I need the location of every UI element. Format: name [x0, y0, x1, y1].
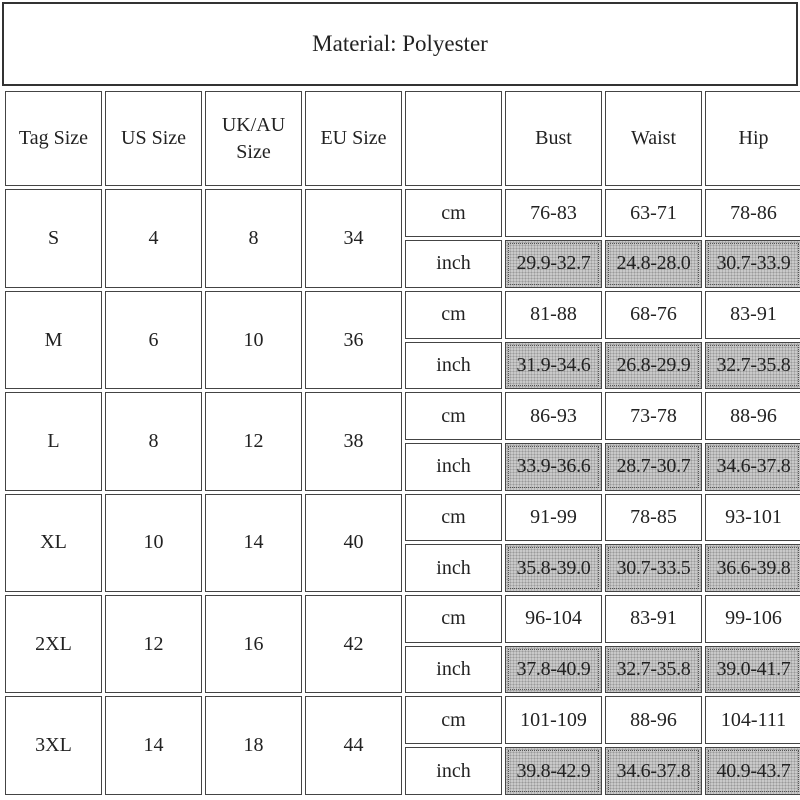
- size-row-cm: [5, 595, 800, 643]
- unit-inch-cell: inch: [405, 646, 502, 694]
- waist-inch-cell: 28.7-30.7: [605, 443, 702, 491]
- waist-inch-cell: 26.8-29.9: [605, 342, 702, 390]
- header-row: [5, 91, 800, 186]
- uk-au-size-cell: 10: [205, 291, 302, 389]
- bust-cm-cell: 96-104: [505, 595, 602, 643]
- us-size-cell: 6: [105, 291, 202, 389]
- us-size-cell: 14: [105, 696, 202, 795]
- unit-cm-cell: cm: [405, 291, 502, 339]
- eu-size-cell: 42: [305, 595, 402, 693]
- size-row-cm: [5, 392, 800, 440]
- bust-cm-cell: 86-93: [505, 392, 602, 440]
- hip-cm-cell: 78-86: [705, 189, 800, 237]
- unit-cm-cell: cm: [405, 494, 502, 542]
- eu-size-cell: 44: [305, 696, 402, 795]
- tag-size-cell: 3XL: [5, 696, 102, 795]
- size-row-cm: [5, 494, 800, 542]
- hip-cm-cell: 99-106: [705, 595, 800, 643]
- waist-cm-cell: 78-85: [605, 494, 702, 542]
- uk-au-size-cell: 8: [205, 189, 302, 287]
- header-tag-size: Tag Size: [5, 91, 102, 186]
- eu-size-cell: 38: [305, 392, 402, 490]
- waist-inch-cell: 32.7-35.8: [605, 646, 702, 694]
- header-us-size: US Size: [105, 91, 202, 186]
- bust-cm-cell: 81-88: [505, 291, 602, 339]
- hip-inch-cell: 40.9-43.7: [705, 747, 800, 795]
- header-hip: Hip: [705, 91, 800, 186]
- bust-inch-cell: 33.9-36.6: [505, 443, 602, 491]
- bust-inch-cell: 39.8-42.9: [505, 747, 602, 795]
- unit-inch-cell: inch: [405, 747, 502, 795]
- size-row-cm: [5, 696, 800, 744]
- unit-cm-cell: cm: [405, 189, 502, 237]
- us-size-cell: 12: [105, 595, 202, 693]
- size-row-cm: [5, 189, 800, 237]
- uk-au-size-cell: 14: [205, 494, 302, 592]
- header-uk-au-line2: Size: [236, 140, 271, 163]
- unit-cm-cell: cm: [405, 392, 502, 440]
- unit-inch-cell: inch: [405, 443, 502, 491]
- header-uk-au-size: [205, 91, 302, 186]
- uk-au-size-cell: 18: [205, 696, 302, 795]
- eu-size-cell: 36: [305, 291, 402, 389]
- hip-cm-cell: 93-101: [705, 494, 800, 542]
- tag-size-cell: L: [5, 392, 102, 490]
- eu-size-cell: 40: [305, 494, 402, 592]
- uk-au-size-cell: 12: [205, 392, 302, 490]
- us-size-cell: 4: [105, 189, 202, 287]
- unit-inch-cell: inch: [405, 544, 502, 592]
- material-title: Material: Polyester: [2, 2, 798, 86]
- size-row-cm: [5, 291, 800, 339]
- eu-size-cell: 34: [305, 189, 402, 287]
- waist-cm-cell: 63-71: [605, 189, 702, 237]
- tag-size-cell: M: [5, 291, 102, 389]
- unit-inch-cell: inch: [405, 240, 502, 288]
- tag-size-cell: S: [5, 189, 102, 287]
- header-bust: Bust: [505, 91, 602, 186]
- hip-cm-cell: 83-91: [705, 291, 800, 339]
- hip-inch-cell: 34.6-37.8: [705, 443, 800, 491]
- tag-size-cell: XL: [5, 494, 102, 592]
- waist-cm-cell: 83-91: [605, 595, 702, 643]
- bust-cm-cell: 101-109: [505, 696, 602, 744]
- header-unit: [405, 91, 502, 186]
- unit-cm-cell: cm: [405, 595, 502, 643]
- hip-inch-cell: 30.7-33.9: [705, 240, 800, 288]
- unit-cm-cell: cm: [405, 696, 502, 744]
- us-size-cell: 8: [105, 392, 202, 490]
- size-table: [2, 88, 800, 798]
- us-size-cell: 10: [105, 494, 202, 592]
- waist-inch-cell: 30.7-33.5: [605, 544, 702, 592]
- tag-size-cell: 2XL: [5, 595, 102, 693]
- unit-inch-cell: inch: [405, 342, 502, 390]
- waist-cm-cell: 73-78: [605, 392, 702, 440]
- size-table-body: [5, 91, 800, 795]
- hip-inch-cell: 36.6-39.8: [705, 544, 800, 592]
- hip-inch-cell: 39.0-41.7: [705, 646, 800, 694]
- hip-inch-cell: 32.7-35.8: [705, 342, 800, 390]
- waist-inch-cell: 34.6-37.8: [605, 747, 702, 795]
- hip-cm-cell: 104-111: [705, 696, 800, 744]
- bust-cm-cell: 76-83: [505, 189, 602, 237]
- bust-cm-cell: 91-99: [505, 494, 602, 542]
- hip-cm-cell: 88-96: [705, 392, 800, 440]
- bust-inch-cell: 31.9-34.6: [505, 342, 602, 390]
- header-eu-size: EU Size: [305, 91, 402, 186]
- header-waist: Waist: [605, 91, 702, 186]
- bust-inch-cell: 35.8-39.0: [505, 544, 602, 592]
- bust-inch-cell: 29.9-32.7: [505, 240, 602, 288]
- bust-inch-cell: 37.8-40.9: [505, 646, 602, 694]
- uk-au-size-cell: 16: [205, 595, 302, 693]
- waist-inch-cell: 24.8-28.0: [605, 240, 702, 288]
- waist-cm-cell: 68-76: [605, 291, 702, 339]
- waist-cm-cell: 88-96: [605, 696, 702, 744]
- header-uk-au-line1: UK/AU: [221, 113, 286, 136]
